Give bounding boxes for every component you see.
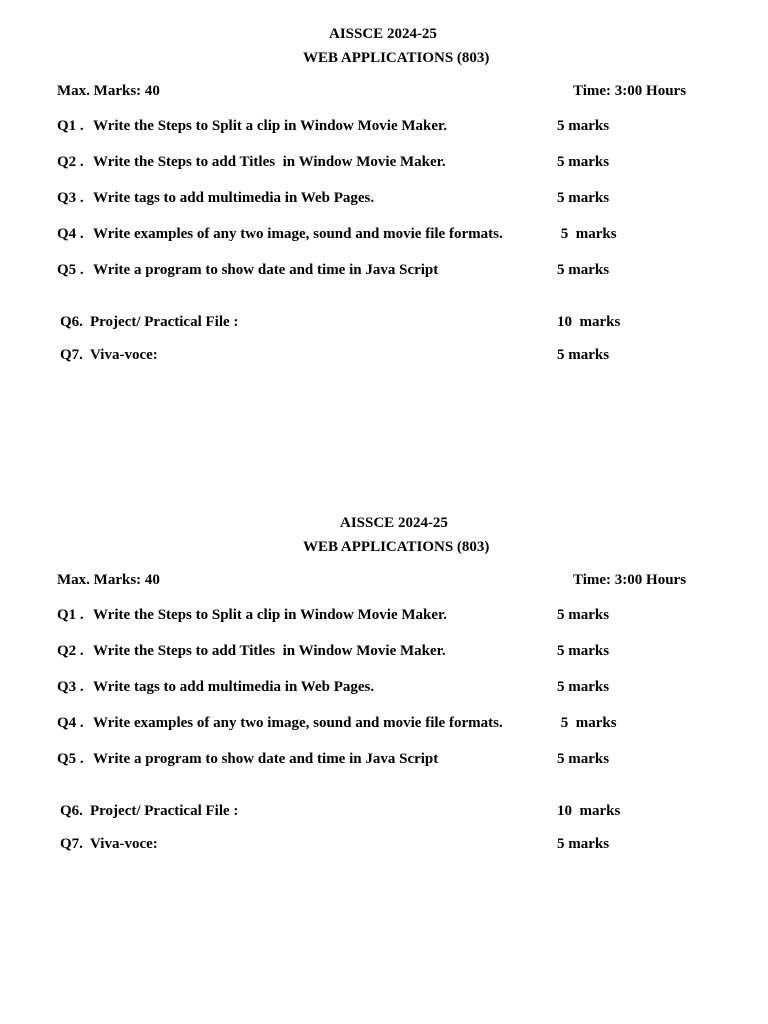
question-marks: 5 marks xyxy=(557,226,617,242)
max-marks: Max. Marks: 40 xyxy=(57,572,160,588)
question-number: Q5 . xyxy=(57,751,84,767)
question-text: Write examples of any two image, sound and movie file formats. xyxy=(93,226,503,242)
question-text: Write examples of any two image, sound and movie file formats. xyxy=(93,715,503,731)
question-number: Q5 . xyxy=(57,262,84,278)
question-text: Viva-voce: xyxy=(90,836,158,852)
question-number: Q4 . xyxy=(57,226,84,242)
question-text: Write tags to add multimedia in Web Pages. xyxy=(93,190,375,206)
question-text: Write tags to add multimedia in Web Pages. xyxy=(93,679,375,695)
question-text: Project/ Practical File : xyxy=(90,314,239,330)
question-text: Viva-voce: xyxy=(90,347,158,363)
question-text: Write the Steps to add Titles in Window Movie Maker. xyxy=(93,154,446,170)
subject-title: WEB APPLICATIONS (803) xyxy=(303,50,490,66)
time-allowed: Time: 3:00 Hours xyxy=(573,83,687,99)
question-number: Q6. xyxy=(60,314,83,330)
question-text: Write a program to show date and time in Java Script xyxy=(93,262,439,278)
question-text: Project/ Practical File : xyxy=(90,803,239,819)
question-marks: 5 marks xyxy=(557,679,610,695)
question-paper-1 xyxy=(0,0,768,400)
question-marks: 5 marks xyxy=(557,751,610,767)
question-number: Q7. xyxy=(60,836,83,852)
question-text: Write the Steps to add Titles in Window Movie Maker. xyxy=(93,643,446,659)
question-marks: 5 marks xyxy=(557,118,610,134)
question-text: Write the Steps to Split a clip in Window Movie Maker. xyxy=(93,607,448,623)
question-number: Q1 . xyxy=(57,118,84,134)
question-text: Write a program to show date and time in Java Script xyxy=(93,751,439,767)
question-number: Q2 . xyxy=(57,643,84,659)
question-number: Q3 . xyxy=(57,679,84,695)
question-marks: 5 marks xyxy=(557,715,617,731)
question-paper-2 xyxy=(0,489,768,889)
question-number: Q1 . xyxy=(57,607,84,623)
time-allowed: Time: 3:00 Hours xyxy=(573,572,687,588)
question-marks: 10 marks xyxy=(557,803,621,819)
question-number: Q6. xyxy=(60,803,83,819)
question-text: Write the Steps to Split a clip in Window Movie Maker. xyxy=(93,118,448,134)
question-marks: 5 marks xyxy=(557,190,610,206)
question-marks: 5 marks xyxy=(557,836,610,852)
question-marks: 10 marks xyxy=(557,314,621,330)
question-number: Q2 . xyxy=(57,154,84,170)
max-marks: Max. Marks: 40 xyxy=(57,83,160,99)
question-marks: 5 marks xyxy=(557,262,610,278)
exam-title: AISSCE 2024-25 xyxy=(340,515,448,531)
exam-title: AISSCE 2024-25 xyxy=(329,26,437,42)
question-number: Q7. xyxy=(60,347,83,363)
question-marks: 5 marks xyxy=(557,607,610,623)
question-number: Q4 . xyxy=(57,715,84,731)
question-marks: 5 marks xyxy=(557,643,610,659)
question-number: Q3 . xyxy=(57,190,84,206)
subject-title: WEB APPLICATIONS (803) xyxy=(303,539,490,555)
question-marks: 5 marks xyxy=(557,347,610,363)
question-marks: 5 marks xyxy=(557,154,610,170)
